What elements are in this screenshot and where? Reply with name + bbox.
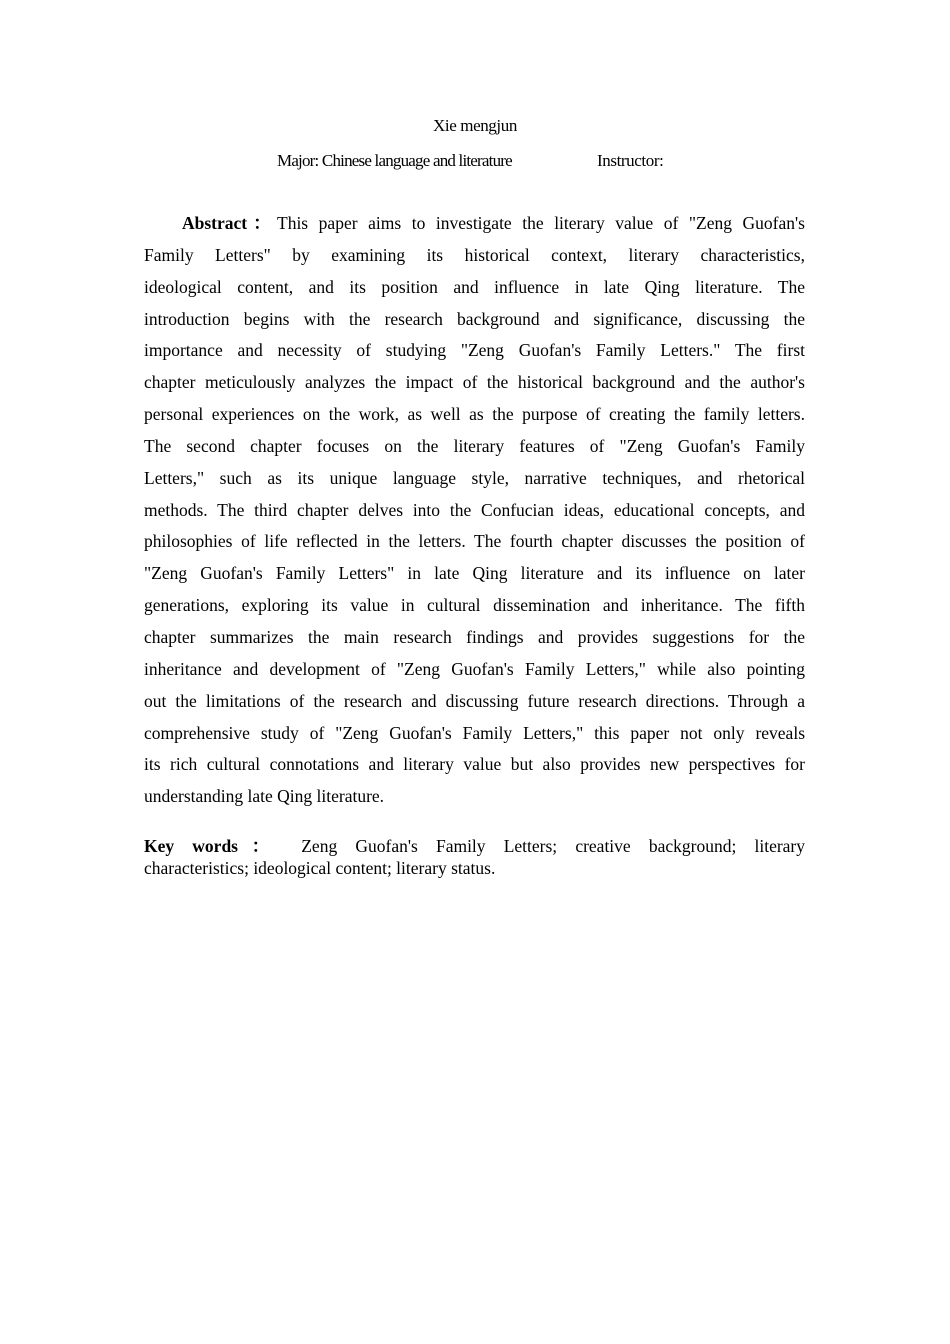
abstract-line: chapter meticulously analyzes the impact of the historical background and the author's	[144, 372, 805, 393]
abstract-line: importance and necessity of studying "Zeng Guofan's Family Letters." The first	[144, 340, 805, 361]
keywords-label: Key words：	[144, 836, 284, 856]
abstract-line	[144, 208, 805, 240]
author-name: Xie mengjun	[433, 116, 517, 135]
abstract-line: The second chapter focuses on the literary features of "Zeng Guofan's Family	[144, 435, 805, 456]
abstract-line: its rich cultural connotations and literary value but also provides new perspectives for	[144, 754, 805, 775]
abstract-line: Letters," such as its unique language style, narrative techniques, and rhetorical	[144, 467, 805, 488]
instructor-field: Instructor:	[597, 151, 664, 170]
abstract-line: methods. The third chapter delves into the Confucian ideas, educational concepts, and	[144, 499, 805, 520]
abstract-label: Abstract：	[182, 213, 277, 233]
abstract-line: Family Letters" by examining its historical context, literary characteristics,	[144, 244, 805, 265]
keywords-line	[144, 835, 805, 857]
major-field: Major: Chinese language and literature	[277, 151, 512, 170]
abstract-line: inheritance and development of "Zeng Guofan's Family Letters," while also pointing	[144, 658, 805, 679]
abstract-line: introduction begins with the research background and significance, discussing the	[144, 308, 805, 329]
abstract-line: chapter summarizes the main research findings and provides suggestions for the	[144, 626, 805, 647]
abstract-line: out the limitations of the research and discussing future research directions. Through a	[144, 690, 805, 711]
keywords-section	[144, 835, 805, 879]
abstract-line: comprehensive study of "Zeng Guofan's Family Letters," this paper not only reveals	[144, 722, 805, 743]
abstract-line: ideological content, and its position and influence in late Qing literature. The	[144, 276, 805, 297]
abstract-text: This paper aims to investigate the literary value of "Zeng Guofan's	[277, 213, 805, 233]
abstract-paragraph	[144, 208, 805, 813]
abstract-line: personal experiences on the work, as well as the purpose of creating the family letters.	[144, 404, 805, 425]
keywords-line: characteristics; ideological content; literary status.	[144, 858, 496, 878]
keywords-text: Zeng Guofan's Family Letters; creative background; literary	[301, 836, 806, 856]
abstract-line: "Zeng Guofan's Family Letters" in late Qing literature and its influence on later	[144, 563, 805, 584]
abstract-line: generations, exploring its value in cultural dissemination and inheritance. The fifth	[144, 595, 805, 616]
abstract-line: understanding late Qing literature.	[144, 786, 385, 807]
abstract-line: philosophies of life reflected in the letters. The fourth chapter discusses the position of	[144, 531, 805, 552]
